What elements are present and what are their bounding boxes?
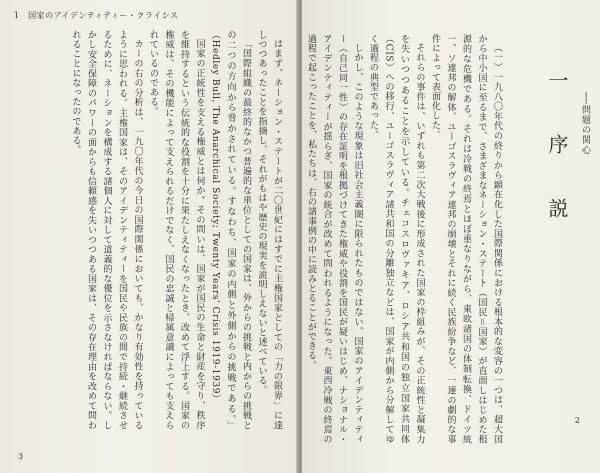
left-page	[0, 0, 298, 473]
right-paragraph: （一）一九八〇年代の終りから顕在化した国際関係における根本的な変容の一つは、超大国から中小国に至るまで、さまざまなネーション・ステート（国民＝国家）が直面しはじめた根源的な危機である。それは冷戦の終焉とほぼ重なりながら、東欧諸国の体制転換、ドイツ統一、ソ連邦の解体、ユーゴスラヴィア連邦の崩壊とそれに続く民族紛争など、一連の劇的な事件によって表面化した。	[430, 34, 502, 444]
section-subtitle: ──問題の関心	[580, 92, 590, 155]
running-head: 1 国家のアイデンティティー・クライシス	[14, 11, 179, 20]
left-paragraph: カーの右の分析は、一九〇年代の今日の国際関係においても、かなり有効性を持っているように思われる。主権国家は、そのアイデンティティーを国民や民族の間で持続・継続させるために、ネーションを構成する諸個人に対して道義的な優位を示さなければならない。しかし安全保障のパワーの面からも信頼感を失いつつある国家は、その存在理由を改めて問われることになったのである。	[70, 30, 143, 430]
right-page-body	[306, 34, 504, 444]
left-page-body	[16, 30, 284, 430]
right-page	[302, 0, 600, 473]
page-number-right: 2	[574, 416, 580, 425]
left-paragraph: 国家の正統性を支える権威とは何か。その問いは、国家が国民の生命と財産を守り、秩序を維持するという伝統的な役割を十分に果たしえなくなったとき、改めて浮上する。国家の権威は、その機能によって支えられるだけでなく、国民の忠誠と帰属意識によっても支えられているのである。	[148, 30, 205, 430]
right-paragraph: しかし、このような現象は旧社会主義圏に限られたものではない。国家のアイデンティティー（自己同一性）の存在証明を根拠づけてきた権威や役割を国民が疑いはじめ、ナショナル・アイデンティティーが揺らぎ、国家の統合が改めて問われるようになった。東西冷戦の終焉の過程で起こったことを、私たちは、右の諸事例の中に読みとることができる。	[306, 34, 363, 444]
chapter-title: 一 序 説	[545, 70, 569, 230]
page-number-left: 3	[18, 452, 24, 461]
left-paragraph: 「国際組織の最終的なかつ普遍的な単位としての国家は、外からの挑戦と内からの挑戦との二つの方向から脅かされている。すなわち、国家の内側と外側からの挑戦である。」（Hedley Bull, The Anarchical Society; Twenty Years' Crisis 1919-1939）	[210, 30, 251, 430]
right-paragraph: それらの事件は、いずれも第二次大戦後に形成された国家の枠組みが、その正統性と凝集力を失いつつあることを示している。チェコスロヴァキア、ロシア共和国の独立国家共同体（CIS）への移行、ユーゴスラヴィア諸共和国の分離独立などは、国家が内側から分解してゆく過程の典型であった。	[368, 34, 425, 444]
left-paragraph: はまず、ネーション・ステートが二〇世紀にはすでに主権国家としての「力の限界」に達しつつあったことを指摘し、それがもはや歴史の現実を説明しえないと述べている。	[256, 30, 282, 430]
